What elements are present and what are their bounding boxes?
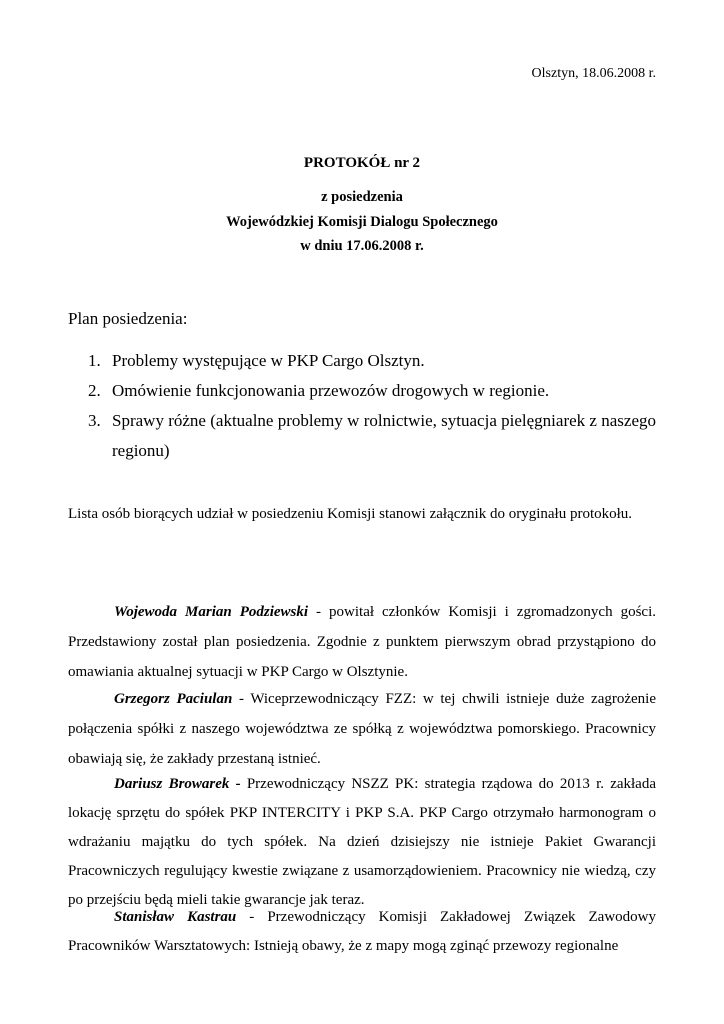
agenda-item-number: 3. (88, 411, 101, 430)
agenda-item (88, 346, 656, 376)
attendance-note: Lista osób biorących udział w posiedzeniu Komisji stanowi załącznik do oryginału protokołu. (68, 506, 633, 522)
statement-text: - Wiceprzewodniczący FZZ: w tej chwili istnieje duże zagrożenie połączenia spółki z naszego województwa ze spółką z województwa pomorskiego. Pracownicy obawiają się, że zakłady przestaną istnieć. (68, 691, 656, 767)
statement-paragraph (68, 684, 656, 774)
agenda-item-number: 2. (88, 381, 101, 400)
statement-paragraph (68, 770, 656, 915)
speaker-name: Stanisław Kastrau (114, 909, 237, 925)
speaker-name: Wojewoda Marian Podziewski (114, 604, 309, 620)
agenda-item-number: 1. (88, 351, 101, 370)
statement-text: Przewodniczący NSZZ PK: strategia rządowa do 2013 r. zakłada lokację sprzętu do spółek PKP INTERCITY i PKP S.A. PKP Cargo otrzymało harmonogram o wdrażaniu majątku do tych spółek. Na dzień dzisiejszy nie istnieje Pakiet Gwarancji Pracowniczych regulujący kwestie związane z usamorządowieniem. Pracownicy nie wiedzą, czy po przejściu będą mieli takie gwarancje jak teraz. (68, 776, 656, 908)
agenda-heading: Plan posiedzenia: (68, 309, 188, 328)
speaker-name: Dariusz Browarek - (114, 776, 241, 792)
title-commission-name: Wojewódzkiej Komisji Dialogu Społecznego (226, 214, 498, 230)
title-protocol-number: PROTOKÓŁ nr 2 (303, 155, 421, 171)
title-meeting-of: z posiedzenia (321, 189, 403, 205)
statement-text: - powitał członków Komisji i zgromadzonych gości. Przedstawiony został plan posiedzenia. Zgodnie z punktem pierwszym obrad przystąpiono do omawiania aktualnej sytuacji w PKP Cargo w Olsztynie. (68, 604, 656, 680)
title-meeting-date: w dniu 17.06.2008 r. (300, 238, 424, 254)
agenda-item (88, 376, 656, 406)
statement-paragraph (68, 903, 656, 961)
speaker-name: Grzegorz Paciulan (114, 691, 233, 707)
agenda-item-text: Omówienie funkcjonowania przewozów drogowych w regionie. (112, 381, 550, 400)
agenda-list (88, 346, 656, 466)
agenda-item-text: Problemy występujące w PKP Cargo Olsztyn. (112, 351, 425, 370)
document-date: Olsztyn, 18.06.2008 r. (531, 66, 656, 81)
statement-text: - Przewodniczący Komisji Zakładowej Związek Zawodowy Pracowników Warsztatowych: Istnieją obawy, że z mapy mogą zginąć przewozy regionalne (68, 909, 657, 954)
statement-paragraph (68, 597, 656, 687)
agenda-item-text: Sprawy różne (aktualne problemy w rolnictwie, sytuacja pielęgniarek z naszego regionu) (112, 411, 656, 460)
agenda-item (88, 406, 656, 466)
